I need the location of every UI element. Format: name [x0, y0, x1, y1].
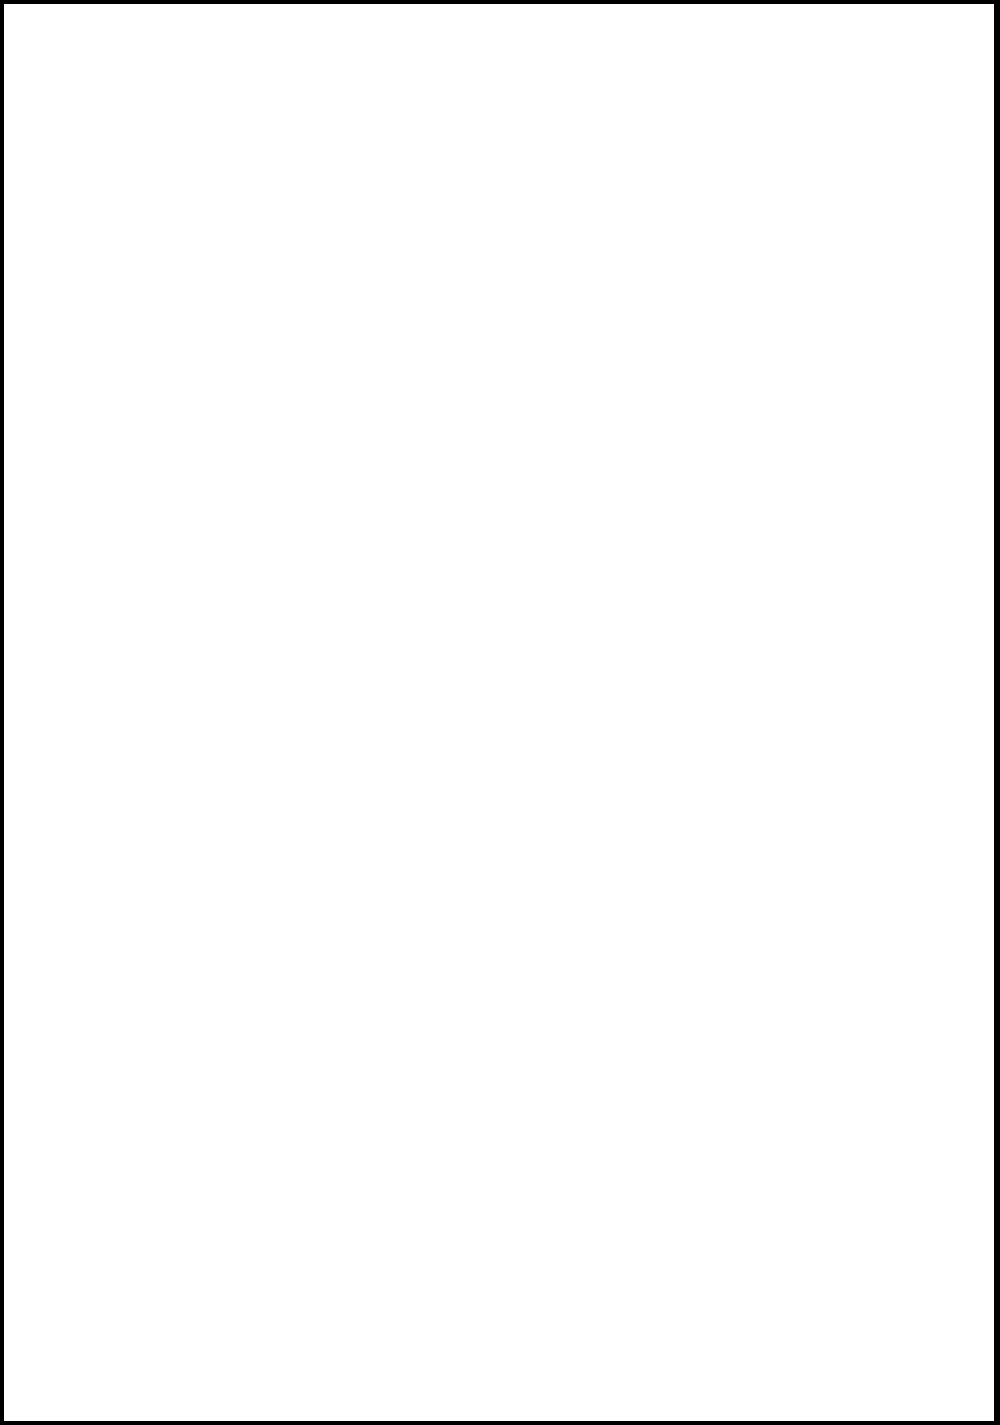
document-right-border	[994, 0, 1000, 1425]
